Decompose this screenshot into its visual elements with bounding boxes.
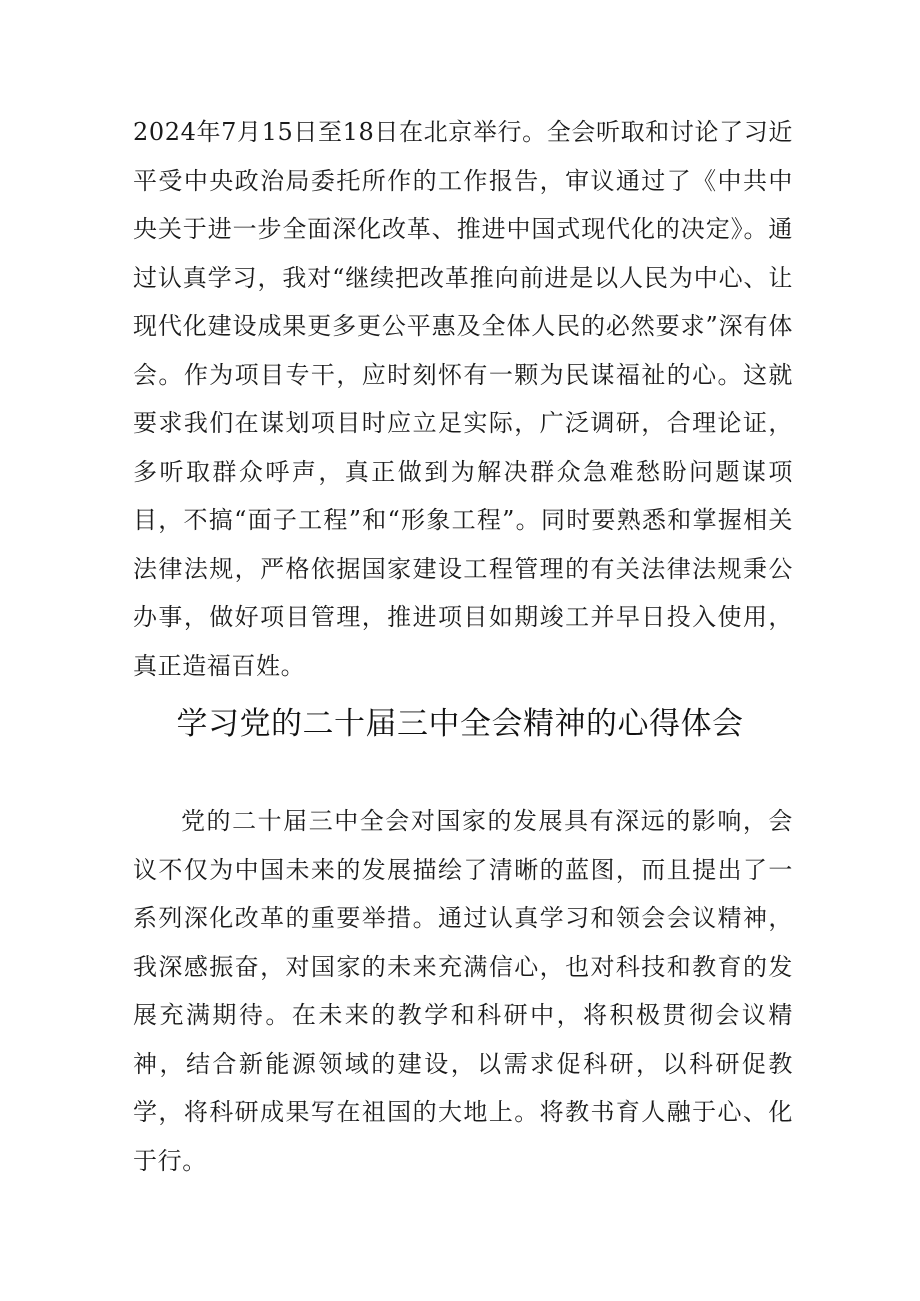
section-title: 学习党的二十届三中全会精神的心得体会 xyxy=(176,706,744,742)
body-paragraph-1: 2024年7月15日至18日在北京举行。全会听取和讨论了习近平受中央政治局委托所作的工作报告，审议通过了《中共中央关于进一步全面深化改革、推进中国式现代化的决定》。通过认真学习，我对“继续把改革推向前进是以人民为中心、让现代化建设成果更多更公平惠及全体人民的必然要求”深有体会。作为项目专干，应时刻怀有一颗为民谋福祉的心。这就要求我们在谋划项目时应立足实际，广泛调研，合理论证，多听取群众呼声，真正做到为解决群众急难愁盼问题谋项目，不搞“面子工程”和“形象工程”。同时要熟悉和掌握相关法律法规，严格依据国家建设工程管理的有关法律法规秉公办事，做好项目管理，推进项目如期竣工并早日投入使用，真正造福百姓。 xyxy=(133,118,793,680)
body-paragraph-2: 党的二十届三中全会对国家的发展具有深远的影响，会议不仅为中国未来的发展描绘了清晰的蓝图，而且提出了一系列深化改革的重要举措。通过认真学习和领会会议精神，我深感振奋，对国家的未来充满信心，也对科技和教育的发展充满期待。在未来的教学和科研中，将积极贯彻会议精神，结合新能源领域的建设，以需求促科研，以科研促教学，将科研成果写在祖国的大地上。将教书育人融于心、化于行。 xyxy=(133,807,793,1175)
